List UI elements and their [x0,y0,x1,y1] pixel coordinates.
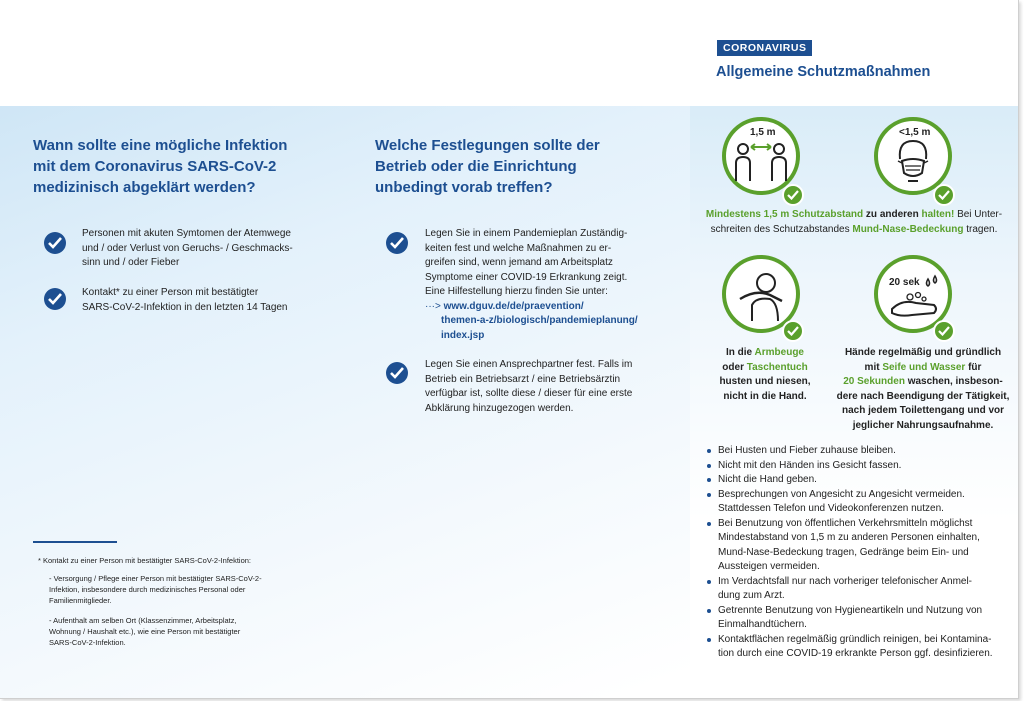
col1-item-1: Personen mit akuten Symtomen der Atemwege und / oder Verlust von Geruchs- / Geschmacks- sinn und / oder Fieber [82,228,293,268]
footnote-divider [33,541,117,543]
check-icon [386,362,408,384]
handwashing-caption: Hände regelmäßig und gründlich mit Seife und Wasser für 20 Sekunden waschen, insbeson- dere nach Beendigung der Tätigkeit, nach jedem Toilettengang und vor jeglicher Nahrungsaufnahme. [836,347,1010,431]
footnote-title: * Kontakt zu einer Person mit bestätigter SARS-CoV-2-Infektion: [38,556,252,565]
col2-item-1: Legen Sie in einem Pandemieplan Zuständig- keiten fest und welche Maßnahmen zu er- greifen sind, wenn jemand am Arbeitsplatz Symptome einer COVID-19 Erkrankung zeigt. Eine Hilfestellung hierzu finden Sie unter: ···> www.dguv.de/de/praevention/ themen-a-z/biologisch/pandemieplanung/ index.jsp [425,228,638,341]
distance-under-label: <1,5 m [899,127,931,138]
list-item: Besprechungen von Angesicht zu Angesicht vermeiden. Stattdessen Telefon und Videokonferenzen nutzen. [706,488,1006,517]
check-icon [782,320,804,342]
col1-item-2: Kontakt* zu einer Person mit bestätigter SARS-CoV-2-Infektion in den letzten 14 Tagen [82,287,288,313]
list-item: Bei Benutzung von öffentlichen Verkehrsmitteln möglichst Mindestabstand von 1,5 m zu anderen Personen einhalten, Mund-Nase-Bedeckung tragen, Gedränge beim Ein- und Aussteigen vermeiden. [706,517,1006,575]
footnote-point-1: - Versorgung / Pflege einer Person mit bestätigter SARS-CoV-2- Infektion, insbesondere durch medizinisches Personal oder Familienmitglieder. [49,574,262,605]
list-item: Kontaktflächen regelmäßig gründlich reinigen, bei Kontamina- tion durch eine COVID-19 erkrankte Person ggf. desinfizieren. [706,633,1006,662]
check-icon [782,184,804,206]
distance-label: 1,5 m [750,127,776,138]
list-item: Bei Husten und Fieber zuhause bleiben. [706,444,1006,459]
check-icon [386,232,408,254]
check-icon [933,320,955,342]
col2-item-2: Legen Sie einen Ansprechpartner fest. Falls im Betrieb ein Betriebsarzt / eine Betriebsärztin verfügbar ist, sollte diese / dieser für eine erste Abklärung hinzugezogen werden. [425,359,633,414]
category-tag: CORONAVIRUS [717,40,812,56]
footnote-point-2: - Aufenthalt am selben Ort (Klassenzimmer, Arbeitsplatz, Wohnung / Haushalt etc.), wie eine Person mit bestätigter SARS-CoV-2-Infektion. [49,616,241,647]
list-item: Getrennte Benutzung von Hygieneartikeln und Nutzung von Einmalhandtüchern. [706,604,1006,633]
page-title: Allgemeine Schutzmaßnahmen [716,64,931,80]
col1-heading: Wann sollte eine mögliche Infektion mit dem Coronavirus SARS-CoV-2 medizinisch abgeklärt werden? [33,137,288,196]
check-icon [44,288,66,310]
col2-heading: Welche Festlegungen sollte der Betrieb oder die Einrichtung unbedingt vorab treffen? [375,137,600,196]
link-arrow-icon: ···> [425,300,441,312]
seconds-label: 20 sek [889,277,920,288]
cough-caption: In die Armbeuge oder Taschentuch husten und niesen, nicht in die Hand. [719,347,811,402]
distance-caption: Mindestens 1,5 m Schutzabstand zu anderen halten! Bei Unter- schreiten des Schutzabstandes Mund-Nase-Bedeckung tragen. [705,209,1003,235]
check-icon [44,232,66,254]
pandemic-plan-link[interactable]: ···> www.dguv.de/de/praevention/ [425,300,584,312]
measures-list [706,444,1006,662]
list-item: Im Verdachtsfall nur nach vorheriger telefonischer Anmel- dung zum Arzt. [706,575,1006,604]
list-item: Nicht mit den Händen ins Gesicht fassen. [706,459,1006,474]
check-icon [933,184,955,206]
list-item: Nicht die Hand geben. [706,473,1006,488]
